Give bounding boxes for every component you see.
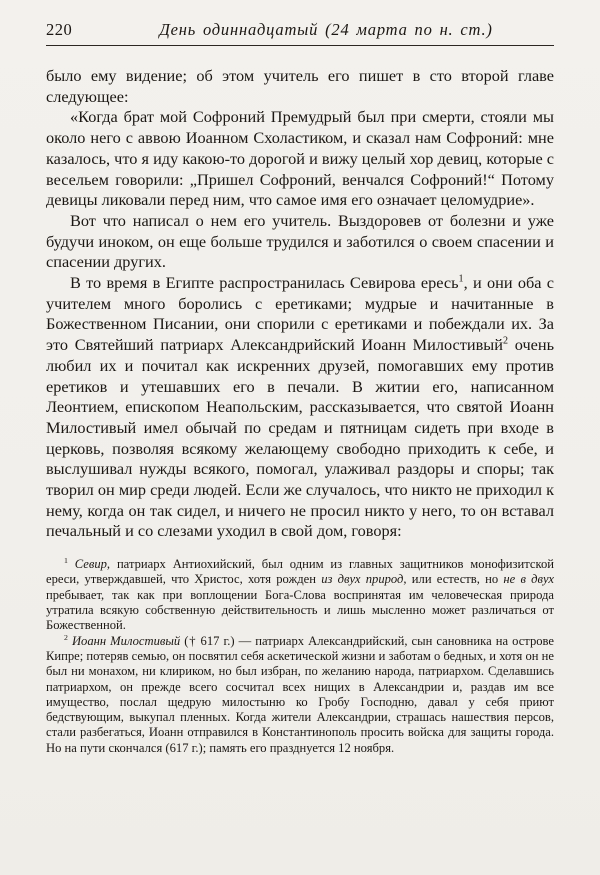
page-number: 220 [46,20,73,39]
body-paragraph-3: Вот что написал о нем его учитель. Выздоровев от болезни и уже будучи иноком, он еще больше трудился и заботился о своем спасении и спасении других. [46,210,554,272]
footnote-2: $^2$ Иоанн Милостивый († 617 г.) — патриарх Александрийский, сын сановника на острове Кипре; потеряв семью, он посвятил себя аскетической жизни и заботам о бедных, и хотя он не был ни монахом, ни клириком, но был избран, по желанию народа, патриархом. Сделавшись патриархом, он прежде всего сосчитал всех нищих в Александрии и, раздав им все имущество, послал щедрую милостыню ко Гробу Господню, давал у себя приют бедствующим, выкупал пленных. Когда жители Александрии, страшась нашествия персов, стали разбегаться, Иоанн отправился в Константинополь просить войска для защиты города. Но на пути скончался (617 г.); память его празднуется 12 ноября. [46,632,555,755]
body-paragraph-2: «Когда брат мой Софроний Премудрый был при смерти, стояли мы около него с аввою Иоанном Схоластиком, и сказал нам Софроний: мне казалось, что я иду какою-то дорогой и вижу целый хор девиц, которые с весельем говорили: „Пришел Софроний, венчался Софроний!“ Потому девицы ликовали перед ним, что самое имя его означает целомудрие». [46,107,554,210]
body-paragraph-1: было ему видение; об этом учитель его пишет в сто второй главе следующее: [46,66,554,106]
running-header-title: День одиннадцатый (24 марта по н. ст.) [159,20,493,39]
page-header [46,20,554,40]
body-text [46,66,554,542]
footnote-1: $^1$ Севир, патриарх Антиохийский, был одним из главных защитников монофизитской ереси, утверждавшей, что Христос, хотя рожден из двух природ, или естеств, но не в двух пребывает, так как при воплощении Бога-Слова воспринятая им человеческая природа утратила всякую собственную действительность и лишь мысленно может различаться от Божественной. [46,555,555,633]
body-paragraph-4: В то время в Египте распространилась Севирова ересь$^1$, и они оба с учителем много боролись с еретиками; мудрые и начитанные в Божественном Писании, они спорили с еретиками и побеждали их. За это Святейший патриарх Александрийский Иоанн Милостивый$^2$ очень любил их и почитал как искренних друзей, помогавших ему против еретиков и утешавших его в печали. В житии его, написанном Леонтием, епископом Неапольским, рассказывается, что святой Иоанн Милостивый имел обычай по средам и пятницам сидеть при входе в церковь, позволяя всякому желающему свободно приходить к себе, и выслушивал нужды всякого, помогал, улаживал раздоры и споры; так творил он мир среди людей. Если же случалось, что никто не приходил к нему, когда он так сидел, и ничего не просил никто у него, то он вставал печальный и со слезами уходил в свой дом, говоря: [46,273,555,541]
header-rule [46,45,554,46]
footnotes-section [46,557,554,756]
